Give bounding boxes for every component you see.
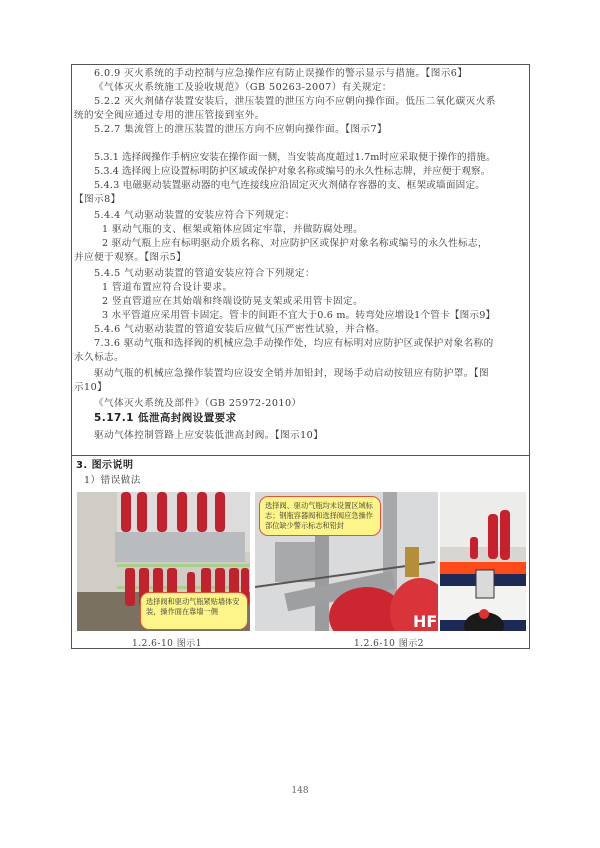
clause-7-3-6-cont: 永久标志。 xyxy=(74,352,125,363)
drive-cylinder-illustration xyxy=(440,492,526,631)
clause-5-2-2: 5.2.2 灭火剂储存装置安装后，泄压装置的泄压方向不应朝向操作面。低压二氧化碳灭火系 xyxy=(94,96,496,107)
clause-5-4-5: 5.4.5 气动驱动装置的管道安装应符合下列规定： xyxy=(94,268,315,279)
clause-5-3-1: 5.3.1 选择阀操作手柄应安装在操作面一侧，当安装高度超过1.7m时应采取便于操作的措施。 xyxy=(94,152,496,163)
clause-6-0-9: 6.0.9 灭火系统的手动控制与应急操作应有防止误操作的警示显示与措施。【图示6】 xyxy=(94,68,468,79)
clause-5-2-7: 5.2.7 集流管上的泄压装置的泄压方向不应朝向操作面。【图示7】 xyxy=(94,124,388,135)
clause-7-3-6: 7.3.6 驱动气瓶和选择阀的机械应急手动操作处，均应有标明对应防护区或保护对象名称的 xyxy=(94,338,494,349)
clause-5-17-1: 驱动气体控制管路上应安装低泄高封阀。【图示10】 xyxy=(94,430,324,441)
clause-5-3-4: 5.3.4 选择阀上应设置标明防护区域或保护对象名称或编号的永久性标志牌，并应便于观察。 xyxy=(94,166,491,177)
wrong-practice-subheading: 1）错误做法 xyxy=(84,475,141,486)
section-heading: 3. 图示说明 xyxy=(76,460,134,471)
clause-5-4-4: 5.4.4 气动驱动装置的安装应符合下列规定： xyxy=(94,210,295,221)
regulations-cell xyxy=(72,65,529,456)
clause-5-4-4-item-1: 1 驱动气瓶的支、框架或箱体应固定牢靠，并做防腐处理。 xyxy=(102,224,364,235)
clause-5-17-1-heading: 5.17.1 低泄高封阀设置要求 xyxy=(94,412,237,424)
figure-2-caption: 1.2.6-10 图示2 xyxy=(354,639,424,649)
content-table xyxy=(71,64,530,649)
clause-5-4-3-ref: 【图示8】 xyxy=(74,194,121,205)
figure-1-photo xyxy=(77,492,250,631)
page-number: 148 xyxy=(291,786,309,796)
clause-5-4-3: 5.4.3 电磁驱动装置驱动器的电气连接线应沿固定灭火剂储存容器的支、框架或墙面固定。 xyxy=(94,180,486,191)
figure-2-callout: 选择阀、驱动气瓶均未设置区域标志；钢瓶容器阀和选择阀应急操作部位缺少警示标志和铅封 xyxy=(259,496,381,536)
clause-5-4-4-item-2-cont: 并应便于观察。【图示5】 xyxy=(74,252,187,263)
svg-text:HF: HF xyxy=(413,612,438,631)
figure-1-callout: 选择阀和驱动气瓶紧贴墙体安装，操作面在靠墙一侧 xyxy=(140,592,248,630)
clause-mechanical-emergency: 驱动气瓶的机械应急操作装置均应设安全销并加铅封，现场手动启动按钮应有防护罩。【图 xyxy=(94,368,489,379)
standard-title-gb50263: 《气体灭火系统施工及验收规范》（GB 50263-2007）有关规定： xyxy=(94,82,392,93)
clause-5-4-5-item-1: 1 管道布置应符合设计要求。 xyxy=(102,282,233,293)
clause-5-2-2-cont: 统的安全阀应通过专用的泄压管接到室外。 xyxy=(74,110,265,121)
figure-2-photo-right xyxy=(440,492,526,631)
clause-mechanical-emergency-cont: 示10】 xyxy=(74,382,108,393)
figure-2-photo-left xyxy=(255,492,438,631)
clause-5-4-5-item-2: 2 竖直管道应在其始端和终端设防晃支架或采用管卡固定。 xyxy=(102,296,364,307)
clause-5-4-6: 5.4.6 气动驱动装置的管道安装后应做气压严密性试验，并合格。 xyxy=(94,324,386,335)
clause-5-4-5-item-3: 3 水平管道应采用管卡固定。管卡的间距不宜大于0.6 m。转弯处应增设1个管卡【图示9】 xyxy=(102,310,496,321)
standard-title-gb25972: 《气体灭火系统及部件》（GB 25972-2010） xyxy=(94,398,302,409)
clause-5-4-4-item-2: 2 驱动气瓶上应有标明驱动介质名称、对应防护区或保护对象名称或编号的永久性标志， xyxy=(102,238,488,249)
figure-1-caption: 1.2.6-10 图示1 xyxy=(132,639,202,649)
illustration-cell xyxy=(72,456,529,648)
